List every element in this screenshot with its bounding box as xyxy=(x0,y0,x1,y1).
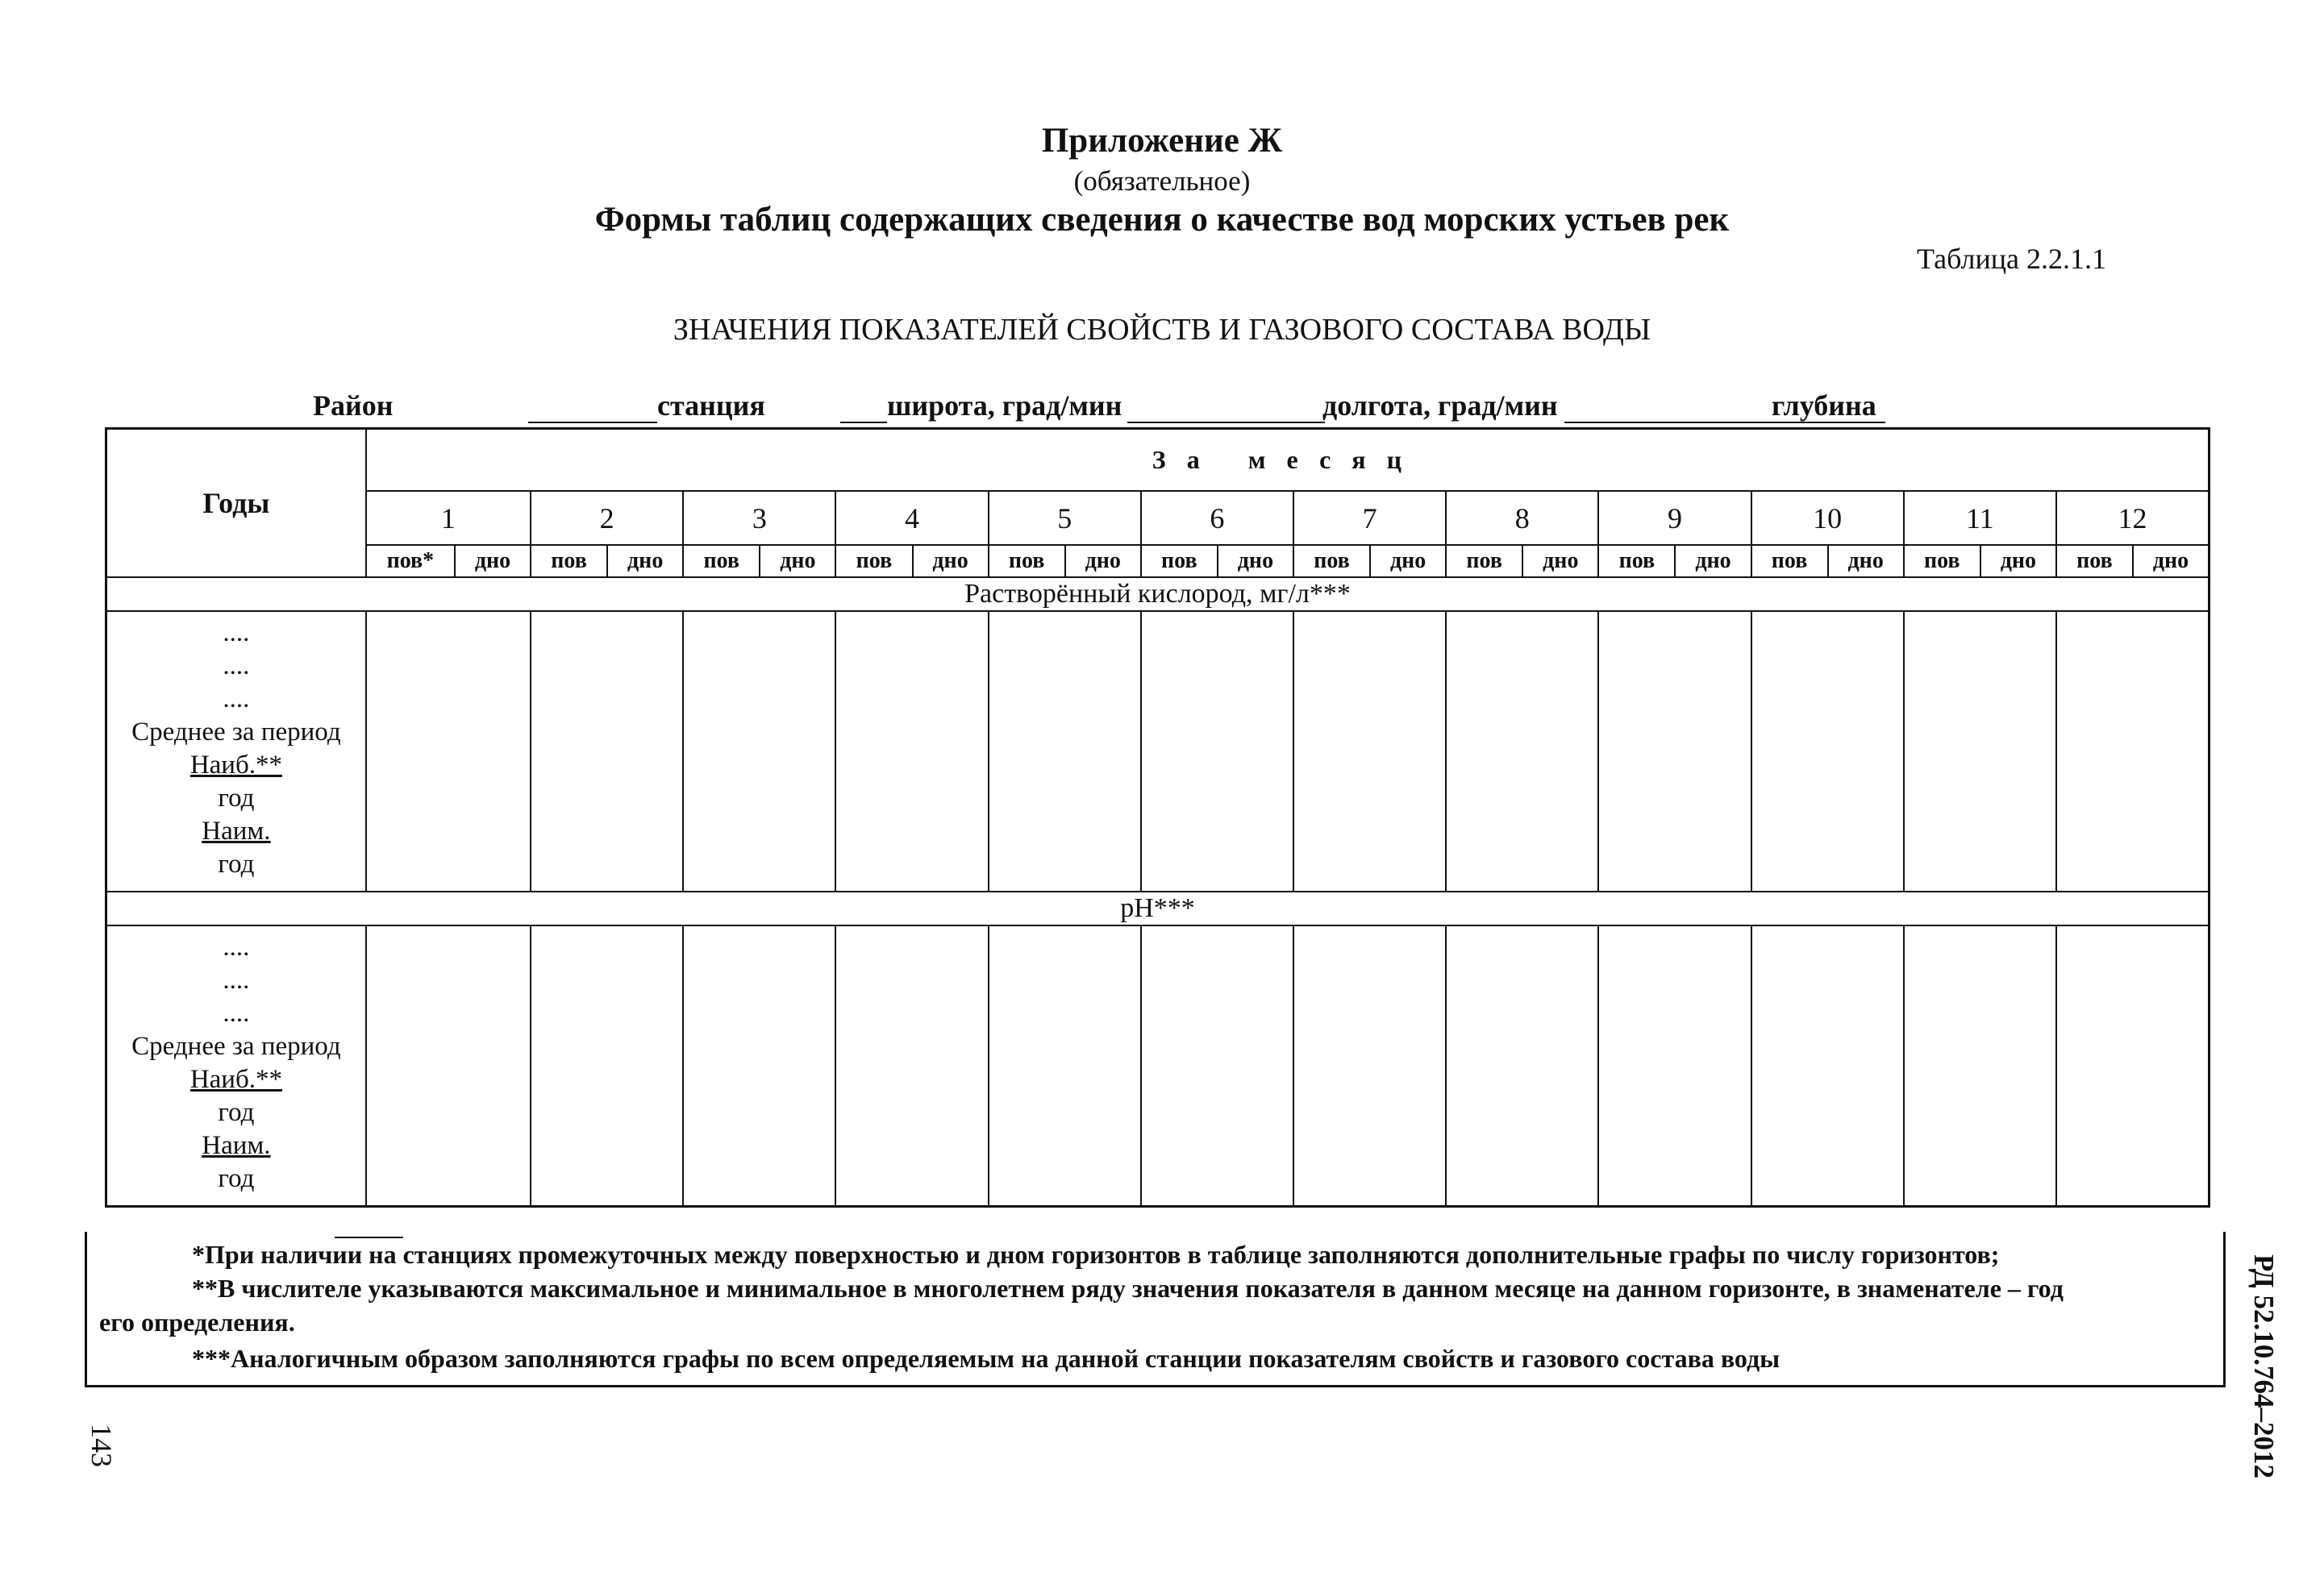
surface-header: пов xyxy=(835,545,912,577)
bottom-header: дно xyxy=(913,545,989,577)
row-label: Наим. xyxy=(202,1131,271,1160)
data-cell xyxy=(2056,925,2209,1207)
row-label: .... xyxy=(223,684,250,713)
surface-header: пов xyxy=(1141,545,1218,577)
bottom-header: дно xyxy=(1522,545,1598,577)
longitude-label: долгота, град/мин xyxy=(1322,389,1558,422)
footnote-1: *При наличии на станциях промежуточных между поверхностью и дном горизонтов в таблице заполняются дополнительные графы по числу горизонтов; xyxy=(192,1240,2000,1269)
water-quality-table xyxy=(105,427,2210,1208)
footnote-rule xyxy=(335,1237,403,1238)
row-label: Наиб.** xyxy=(190,751,282,780)
latitude-label: широта, град/мин xyxy=(887,389,1122,422)
month-8: 8 xyxy=(1446,491,1598,545)
row-label: .... xyxy=(223,933,250,962)
page-number: 143 xyxy=(85,1424,118,1467)
station-blank xyxy=(840,422,887,423)
region-label: Район xyxy=(313,389,394,422)
data-cell xyxy=(1141,611,1293,892)
data-cell xyxy=(989,611,1141,892)
bottom-header: дно xyxy=(1980,545,2056,577)
latitude-blank xyxy=(1127,422,1325,423)
surface-header: пов xyxy=(1293,545,1370,577)
table-title: ЗНАЧЕНИЯ ПОКАЗАТЕЛЕЙ СВОЙСТВ И ГАЗОВОГО СОСТАВА ВОДЫ xyxy=(673,313,1651,347)
row-label: год xyxy=(218,1164,255,1193)
surface-header: пов xyxy=(531,545,607,577)
month-1: 1 xyxy=(366,491,531,545)
month-header: За месяц xyxy=(366,429,2209,492)
month-6: 6 xyxy=(1141,491,1293,545)
station-params xyxy=(0,389,2324,426)
row-label: год xyxy=(218,784,255,813)
footnote-frame-left xyxy=(85,1232,87,1385)
region-blank xyxy=(528,422,657,423)
appendix-title: Приложение Ж xyxy=(1041,122,1283,160)
horizon-row xyxy=(106,545,2209,577)
row-label: год xyxy=(218,1098,255,1127)
data-cell xyxy=(531,925,683,1207)
row-label: .... xyxy=(223,618,250,647)
table-number: Таблица 2.2.1.1 xyxy=(1917,243,2106,275)
surface-header: пов xyxy=(683,545,760,577)
forms-title: Формы таблиц содержащих сведения о качестве вод морских устьев рек xyxy=(594,201,1730,239)
row-label: год xyxy=(218,850,255,879)
data-cell xyxy=(1293,925,1446,1207)
bottom-header: дно xyxy=(607,545,683,577)
row-label: Наиб.** xyxy=(190,1065,282,1094)
bottom-header: дно xyxy=(1065,545,1141,577)
row-label: .... xyxy=(223,651,250,680)
footnote-2: **В числителе указываются максимальное и минимальное в многолетнем ряду значения показателя в данном месяце на данном горизонте, в знаменателе – год xyxy=(192,1274,2064,1303)
data-cell xyxy=(1141,925,1293,1207)
row-label: .... xyxy=(223,966,250,995)
month-9: 9 xyxy=(1598,491,1751,545)
surface-header: пов xyxy=(1598,545,1675,577)
footnote-3: ***Аналогичным образом заполняются графы по всем определяемым на данной станции показателям свойств и газового состава воды xyxy=(192,1344,1780,1373)
data-cell xyxy=(1598,611,1751,892)
data-cell xyxy=(683,611,835,892)
month-10: 10 xyxy=(1751,491,1904,545)
station-label: станция xyxy=(657,389,765,422)
years-header: Годы xyxy=(106,429,366,578)
surface-header: пов* xyxy=(366,545,455,577)
data-cell xyxy=(683,925,835,1207)
ph-row-labels xyxy=(106,925,366,1207)
surface-header: пов xyxy=(1904,545,1980,577)
month-5: 5 xyxy=(989,491,1141,545)
data-cell xyxy=(1751,611,1904,892)
data-cell xyxy=(531,611,683,892)
bottom-header: дно xyxy=(455,545,531,577)
document-code: РД 52.10.764–2012 xyxy=(2248,1254,2280,1478)
section-title-oxygen: Растворённый кислород, мг/л*** xyxy=(106,577,2209,611)
surface-header: пов xyxy=(1751,545,1828,577)
bottom-header: дно xyxy=(760,545,835,577)
month-3: 3 xyxy=(683,491,835,545)
data-cell xyxy=(1446,611,1598,892)
data-cell xyxy=(1904,611,2056,892)
data-cell xyxy=(835,611,988,892)
data-cell xyxy=(835,925,988,1207)
appendix-status: (обязательное) xyxy=(1073,165,1251,197)
data-cell xyxy=(989,925,1141,1207)
bottom-header: дно xyxy=(1828,545,1904,577)
depth-label: глубина xyxy=(1772,389,1876,422)
data-cell xyxy=(1904,925,2056,1207)
surface-header: пов xyxy=(1446,545,1522,577)
row-label: Наим. xyxy=(202,817,271,846)
row-label: .... xyxy=(223,999,250,1028)
depth-blank xyxy=(1768,422,1885,423)
oxygen-row-labels xyxy=(106,611,366,892)
footnote-frame-bottom xyxy=(85,1385,2226,1387)
data-cell xyxy=(366,611,531,892)
data-cell xyxy=(366,925,531,1207)
month-number-row xyxy=(106,491,2209,545)
footnote-frame-right xyxy=(2223,1232,2226,1385)
data-cell xyxy=(2056,611,2209,892)
month-2: 2 xyxy=(531,491,683,545)
surface-header: пов xyxy=(989,545,1065,577)
data-cell xyxy=(1446,925,1598,1207)
row-label: Среднее за период xyxy=(131,717,341,746)
bottom-header: дно xyxy=(2133,545,2209,577)
row-label: Среднее за период xyxy=(131,1032,341,1061)
bottom-header: дно xyxy=(1370,545,1446,577)
oxygen-data-row xyxy=(106,611,2209,892)
bottom-header: дно xyxy=(1675,545,1751,577)
data-cell xyxy=(1293,611,1446,892)
ph-data-row xyxy=(106,925,2209,1207)
longitude-blank xyxy=(1564,422,1770,423)
data-cell xyxy=(1751,925,1904,1207)
month-7: 7 xyxy=(1293,491,1446,545)
month-4: 4 xyxy=(835,491,988,545)
bottom-header: дно xyxy=(1218,545,1293,577)
month-12: 12 xyxy=(2056,491,2209,545)
month-11: 11 xyxy=(1904,491,2056,545)
data-cell xyxy=(1598,925,1751,1207)
footnote-2-continuation: его определения. xyxy=(99,1308,295,1337)
surface-header: пов xyxy=(2056,545,2133,577)
section-title-ph: pH*** xyxy=(106,892,2209,925)
